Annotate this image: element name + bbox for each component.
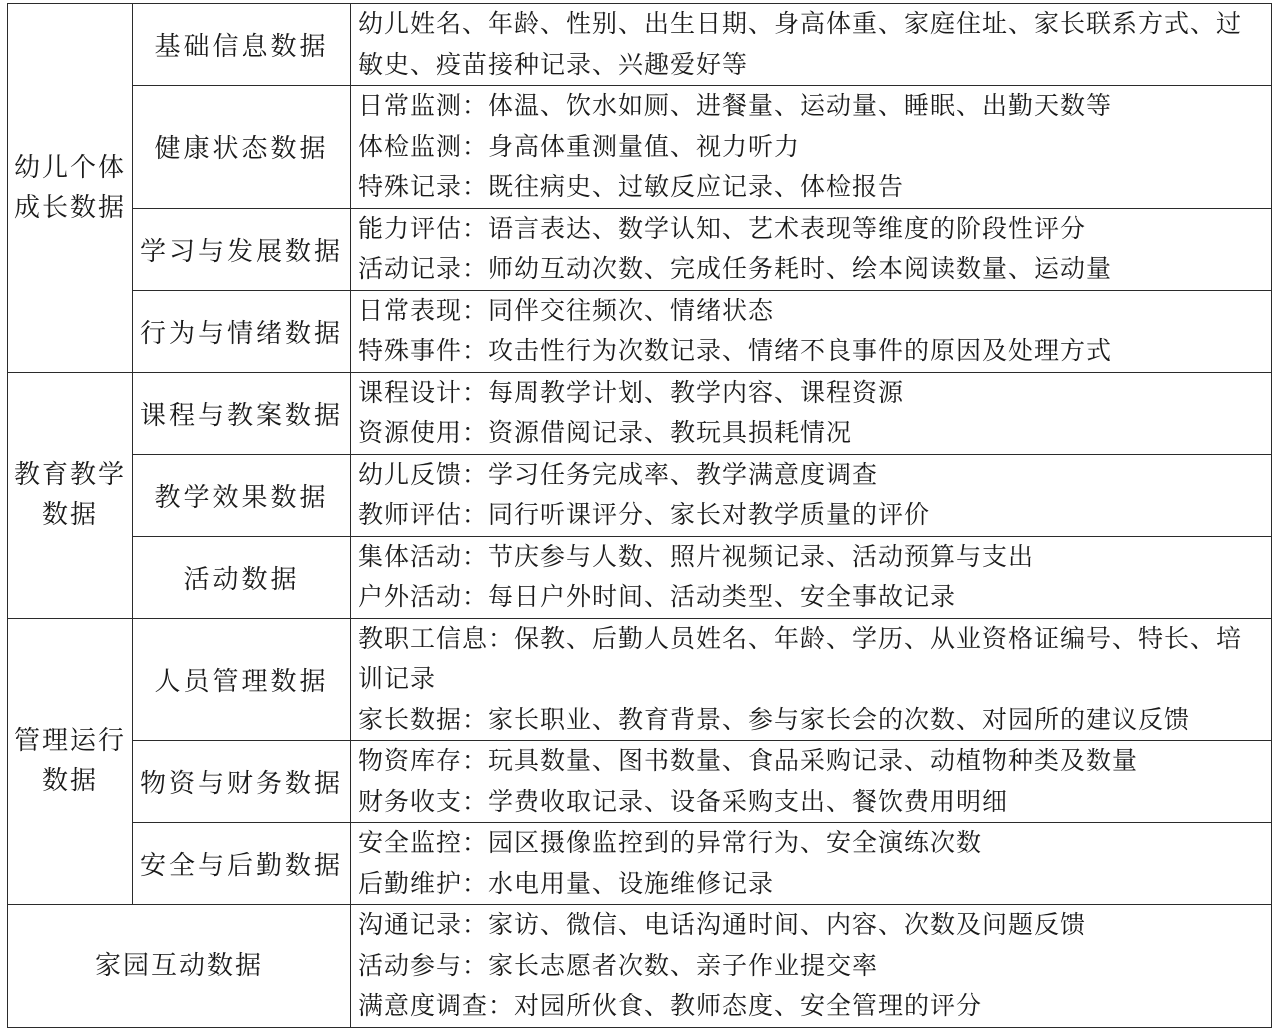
description-line: 教职工信息：保教、后勤人员姓名、年龄、学历、从业资格证编号、特长、培训记录 xyxy=(358,623,1243,693)
description-cell xyxy=(351,536,1272,618)
table-row xyxy=(8,905,1272,1028)
table-row xyxy=(8,208,1272,290)
description-line: 财务收支：学费收取记录、设备采购支出、餐饮费用明细 xyxy=(358,786,1009,816)
description-line: 幼儿姓名、年龄、性别、出生日期、身高体重、家庭住址、家长联系方式、过敏史、疫苗接种记录、兴趣爱好等 xyxy=(358,9,1243,79)
table-row xyxy=(8,86,1272,209)
description-line: 安全监控：园区摄像监控到的异常行为、安全演练次数 xyxy=(358,828,983,857)
category-cell xyxy=(8,4,133,373)
category-label: 幼儿个体 xyxy=(13,152,126,183)
description-cell xyxy=(351,618,1272,741)
description-line: 后勤维护：水电用量、设施维修记录 xyxy=(358,868,775,898)
category-label: 成长数据 xyxy=(13,192,126,223)
description-line: 能力评估：语言表达、数学认知、艺术表现等维度的阶段性评分 xyxy=(358,213,1087,243)
description-cell xyxy=(351,454,1272,536)
description-line: 物资库存：玩具数量、图书数量、食品采购记录、动植物种类及数量 xyxy=(358,746,1139,775)
description-line: 课程设计：每周教学计划、教学内容、课程资源 xyxy=(358,377,905,407)
table-row xyxy=(8,290,1272,372)
category-label: 管理运行 xyxy=(13,726,126,757)
subcategory-cell: 安全与后勤数据 xyxy=(133,823,351,905)
category-cell xyxy=(8,905,351,1028)
data-classification-table xyxy=(7,3,1272,1028)
description-cell xyxy=(351,741,1272,823)
subcategory-cell: 教学效果数据 xyxy=(133,454,351,536)
description-line: 特殊记录：既往病史、过敏反应记录、体检报告 xyxy=(358,172,905,201)
subcategory-cell: 活动数据 xyxy=(133,536,351,618)
subcategory-cell: 物资与财务数据 xyxy=(133,741,351,823)
table-row xyxy=(8,536,1272,618)
subcategory-cell: 学习与发展数据 xyxy=(133,208,351,290)
description-line: 家长数据：家长职业、教育背景、参与家长会的次数、对园所的建议反馈 xyxy=(358,704,1191,734)
subcategory-cell: 课程与教案数据 xyxy=(133,372,351,454)
category-label: 家园互动数据 xyxy=(94,950,263,981)
description-line: 活动记录：师幼互动次数、完成任务耗时、绘本阅读数量、运动量 xyxy=(358,254,1113,283)
description-cell xyxy=(351,86,1272,209)
table-row xyxy=(8,4,1272,86)
description-cell xyxy=(351,208,1272,290)
subcategory-cell: 行为与情绪数据 xyxy=(133,290,351,372)
description-line: 日常表现：同伴交往频次、情绪状态 xyxy=(358,295,775,325)
description-line: 集体活动：节庆参与人数、照片视频记录、活动预算与支出 xyxy=(358,541,1035,571)
subcategory-cell: 人员管理数据 xyxy=(133,618,351,741)
description-line: 活动参与：家长志愿者次数、亲子作业提交率 xyxy=(358,950,879,980)
category-label: 数据 xyxy=(41,500,98,530)
description-cell xyxy=(351,905,1272,1028)
subcategory-cell: 基础信息数据 xyxy=(133,4,351,86)
description-line: 特殊事件：攻击性行为次数记录、情绪不良事件的原因及处理方式 xyxy=(358,336,1113,365)
table-row xyxy=(8,454,1272,536)
description-line: 满意度调查：对园所伙食、教师态度、安全管理的评分 xyxy=(358,991,983,1020)
description-line: 教师评估：同行听课评分、家长对教学质量的评价 xyxy=(358,500,931,529)
description-cell xyxy=(351,823,1272,905)
category-label: 数据 xyxy=(41,766,98,797)
category-label: 教育教学 xyxy=(13,460,126,490)
description-line: 体检监测：身高体重测量值、视力听力 xyxy=(358,131,801,161)
table-row xyxy=(8,372,1272,454)
description-line: 资源使用：资源借阅记录、教玩具损耗情况 xyxy=(358,418,853,447)
description-line: 沟通记录：家访、微信、电话沟通时间、内容、次数及问题反馈 xyxy=(358,910,1087,939)
table-row xyxy=(8,741,1272,823)
description-line: 幼儿反馈：学习任务完成率、教学满意度调查 xyxy=(358,459,879,489)
table-row xyxy=(8,618,1272,741)
description-cell xyxy=(351,4,1272,86)
category-cell xyxy=(8,372,133,618)
description-cell xyxy=(351,290,1272,372)
category-cell xyxy=(8,618,133,905)
subcategory-cell: 健康状态数据 xyxy=(133,86,351,209)
description-cell xyxy=(351,372,1272,454)
description-line: 户外活动：每日户外时间、活动类型、安全事故记录 xyxy=(358,582,957,611)
description-line: 日常监测：体温、饮水如厕、进餐量、运动量、睡眠、出勤天数等 xyxy=(358,91,1113,120)
table-row xyxy=(8,823,1272,905)
